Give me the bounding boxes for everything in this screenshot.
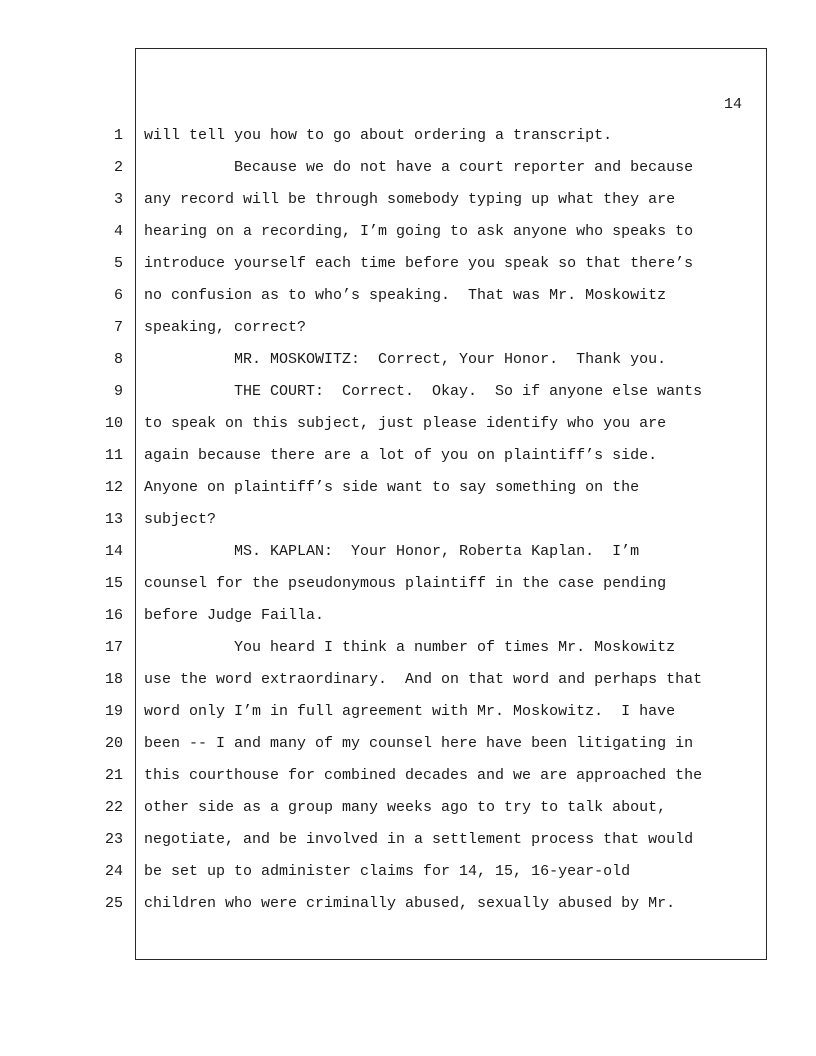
transcript-line [0, 350, 816, 382]
transcript-line [0, 894, 816, 926]
line-number: 16 [104, 607, 123, 624]
line-text: children who were criminally abused, sexually abused by Mr. [144, 895, 676, 912]
line-number: 24 [104, 863, 123, 880]
transcript-line [0, 414, 816, 446]
transcript-line [0, 382, 816, 414]
line-number: 2 [113, 159, 123, 176]
line-number: 18 [104, 671, 123, 688]
line-number: 13 [104, 511, 123, 528]
line-text: again because there are a lot of you on plaintiff’s side. [144, 447, 658, 464]
line-text: will tell you how to go about ordering a transcript. [144, 127, 613, 144]
line-text: no confusion as to who’s speaking. That was Mr. Moskowitz [144, 287, 667, 304]
line-number: 14 [104, 543, 123, 560]
line-number: 8 [113, 351, 123, 368]
line-number: 10 [104, 415, 123, 432]
line-text: hearing on a recording, I’m going to ask anyone who speaks to [144, 223, 694, 240]
line-number: 25 [104, 895, 123, 912]
line-text: been -- I and many of my counsel here have been litigating in [144, 735, 694, 752]
transcript-line [0, 510, 816, 542]
transcript-line [0, 734, 816, 766]
line-text: counsel for the pseudonymous plaintiff in the case pending [144, 575, 667, 592]
transcript-line [0, 286, 816, 318]
line-number: 12 [104, 479, 123, 496]
line-number: 5 [113, 255, 123, 272]
transcript-line [0, 638, 816, 670]
line-text: introduce yourself each time before you speak so that there’s [144, 255, 694, 272]
line-text: to speak on this subject, just please identify who you are [144, 415, 667, 432]
line-number: 4 [113, 223, 123, 240]
line-number: 1 [113, 127, 123, 144]
line-number: 3 [113, 191, 123, 208]
line-text: before Judge Failla. [144, 607, 325, 624]
line-text: MS. KAPLAN: Your Honor, Roberta Kaplan. I’m [144, 543, 640, 560]
transcript-line [0, 574, 816, 606]
line-number: 17 [104, 639, 123, 656]
transcript-line [0, 190, 816, 222]
line-number: 22 [104, 799, 123, 816]
transcript-line [0, 158, 816, 190]
line-text: this courthouse for combined decades and we are approached the [144, 767, 703, 784]
transcript-line [0, 254, 816, 286]
transcript-line [0, 766, 816, 798]
line-text: subject? [144, 511, 217, 528]
transcript-line [0, 862, 816, 894]
page-number: 14 [723, 96, 742, 113]
transcript-line [0, 542, 816, 574]
transcript-body [0, 126, 816, 926]
transcript-line [0, 798, 816, 830]
line-number: 20 [104, 735, 123, 752]
line-text: Because we do not have a court reporter and because [144, 159, 694, 176]
line-number: 11 [104, 447, 123, 464]
line-text: THE COURT: Correct. Okay. So if anyone else wants [144, 383, 703, 400]
line-number: 23 [104, 831, 123, 848]
line-text: be set up to administer claims for 14, 15, 16-year-old [144, 863, 631, 880]
line-text: Anyone on plaintiff’s side want to say something on the [144, 479, 640, 496]
transcript-line [0, 702, 816, 734]
transcript-line [0, 446, 816, 478]
line-text: MR. MOSKOWITZ: Correct, Your Honor. Thank you. [144, 351, 667, 368]
transcript-line [0, 222, 816, 254]
line-text: You heard I think a number of times Mr. Moskowitz [144, 639, 676, 656]
line-number: 19 [104, 703, 123, 720]
transcript-line [0, 606, 816, 638]
transcript-line [0, 126, 816, 158]
line-text: any record will be through somebody typing up what they are [144, 191, 676, 208]
transcript-line [0, 318, 816, 350]
transcript-line [0, 830, 816, 862]
line-number: 7 [113, 319, 123, 336]
line-text: negotiate, and be involved in a settlement process that would [144, 831, 694, 848]
line-number: 6 [113, 287, 123, 304]
line-text: speaking, correct? [144, 319, 307, 336]
line-text: use the word extraordinary. And on that word and perhaps that [144, 671, 703, 688]
line-text: word only I’m in full agreement with Mr. Moskowitz. I have [144, 703, 676, 720]
line-number: 9 [113, 383, 123, 400]
line-text: other side as a group many weeks ago to try to talk about, [144, 799, 667, 816]
line-number: 15 [104, 575, 123, 592]
transcript-line [0, 670, 816, 702]
transcript-line [0, 478, 816, 510]
line-number: 21 [104, 767, 123, 784]
